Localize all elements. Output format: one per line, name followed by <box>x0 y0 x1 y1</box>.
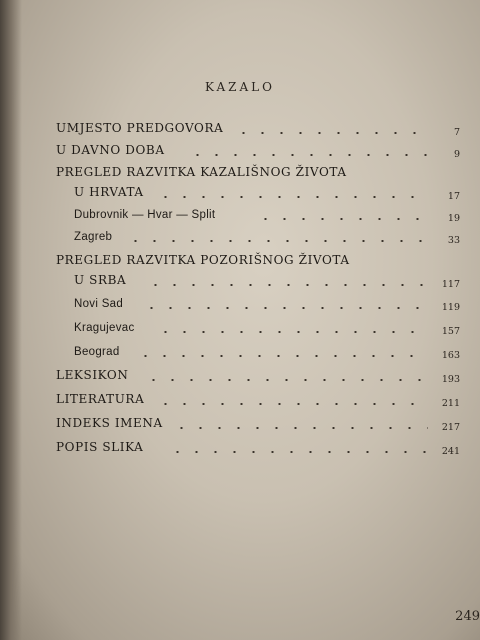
leader-dots <box>136 355 428 357</box>
toc-entry-page: 211 <box>441 398 460 409</box>
toc-entry-title: U DAVNO DOBA <box>56 143 165 157</box>
toc-entry <box>56 246 468 270</box>
toc-entry-title: U HRVATA <box>74 185 144 199</box>
toc-entry-page: 19 <box>447 213 460 224</box>
toc-entry-title: LITERATURA <box>56 392 145 406</box>
table-of-contents <box>56 116 468 457</box>
toc-entry <box>56 361 468 385</box>
leader-dots <box>126 240 428 242</box>
toc-entry <box>56 224 468 246</box>
leader-dots <box>156 403 428 405</box>
toc-entry-title: Zagreb <box>74 231 113 243</box>
leader-dots <box>188 154 428 156</box>
leader-dots <box>142 307 428 309</box>
toc-entry <box>56 337 468 361</box>
toc-entry-title: Novi Sad <box>74 298 124 310</box>
toc-entry <box>56 313 468 337</box>
toc-entry <box>56 270 468 290</box>
toc-entry <box>56 202 468 224</box>
toc-entry-title: POPIS SLIKA <box>56 440 144 454</box>
toc-entry-page: 17 <box>447 191 460 202</box>
toc-entry <box>56 138 468 160</box>
toc-entry-page: 7 <box>453 127 460 138</box>
toc-entry <box>56 385 468 409</box>
toc-entry-title: U SRBA <box>74 273 127 287</box>
toc-entry <box>56 433 468 457</box>
toc-entry-title: PREGLED RAZVITKA KAZALIŠNOG ŽIVOTA <box>56 165 347 179</box>
contents-heading: KAZALO <box>205 80 275 94</box>
leader-dots <box>256 218 428 220</box>
toc-entry-page: 217 <box>441 422 460 433</box>
toc-entry-page: 193 <box>441 374 460 385</box>
toc-entry-page: 117 <box>441 279 460 290</box>
toc-entry-page: 119 <box>441 302 460 313</box>
toc-entry-title: PREGLED RAZVITKA POZORIŠNOG ŽIVOTA <box>56 253 350 267</box>
leader-dots <box>172 427 428 429</box>
toc-entry <box>56 160 468 182</box>
leader-dots <box>168 451 428 453</box>
leader-dots <box>156 331 428 333</box>
leader-dots <box>234 132 428 134</box>
leader-dots <box>156 196 428 198</box>
leader-dots <box>146 284 428 286</box>
toc-entry-page: 163 <box>441 350 460 361</box>
toc-entry <box>56 182 468 202</box>
toc-entry-page: 9 <box>453 149 460 160</box>
toc-entry-title: Kragujevac <box>74 322 135 334</box>
toc-entry-title: INDEKS IMENA <box>56 416 163 430</box>
toc-entry-title: LEKSIKON <box>56 368 129 382</box>
toc-entry-page: 33 <box>447 235 460 246</box>
toc-entry-title: Dubrovnik — Hvar — Split <box>74 209 216 221</box>
leader-dots <box>144 379 428 381</box>
toc-entry <box>56 290 468 313</box>
toc-entry <box>56 116 468 138</box>
toc-entry <box>56 409 468 433</box>
toc-entry-title: Beograd <box>74 346 120 358</box>
toc-entry-page: 241 <box>441 446 460 457</box>
page-number: 249 <box>455 609 480 624</box>
toc-entry-page: 157 <box>441 326 460 337</box>
toc-entry-title: UMJESTO PREDGOVORA <box>56 121 224 135</box>
